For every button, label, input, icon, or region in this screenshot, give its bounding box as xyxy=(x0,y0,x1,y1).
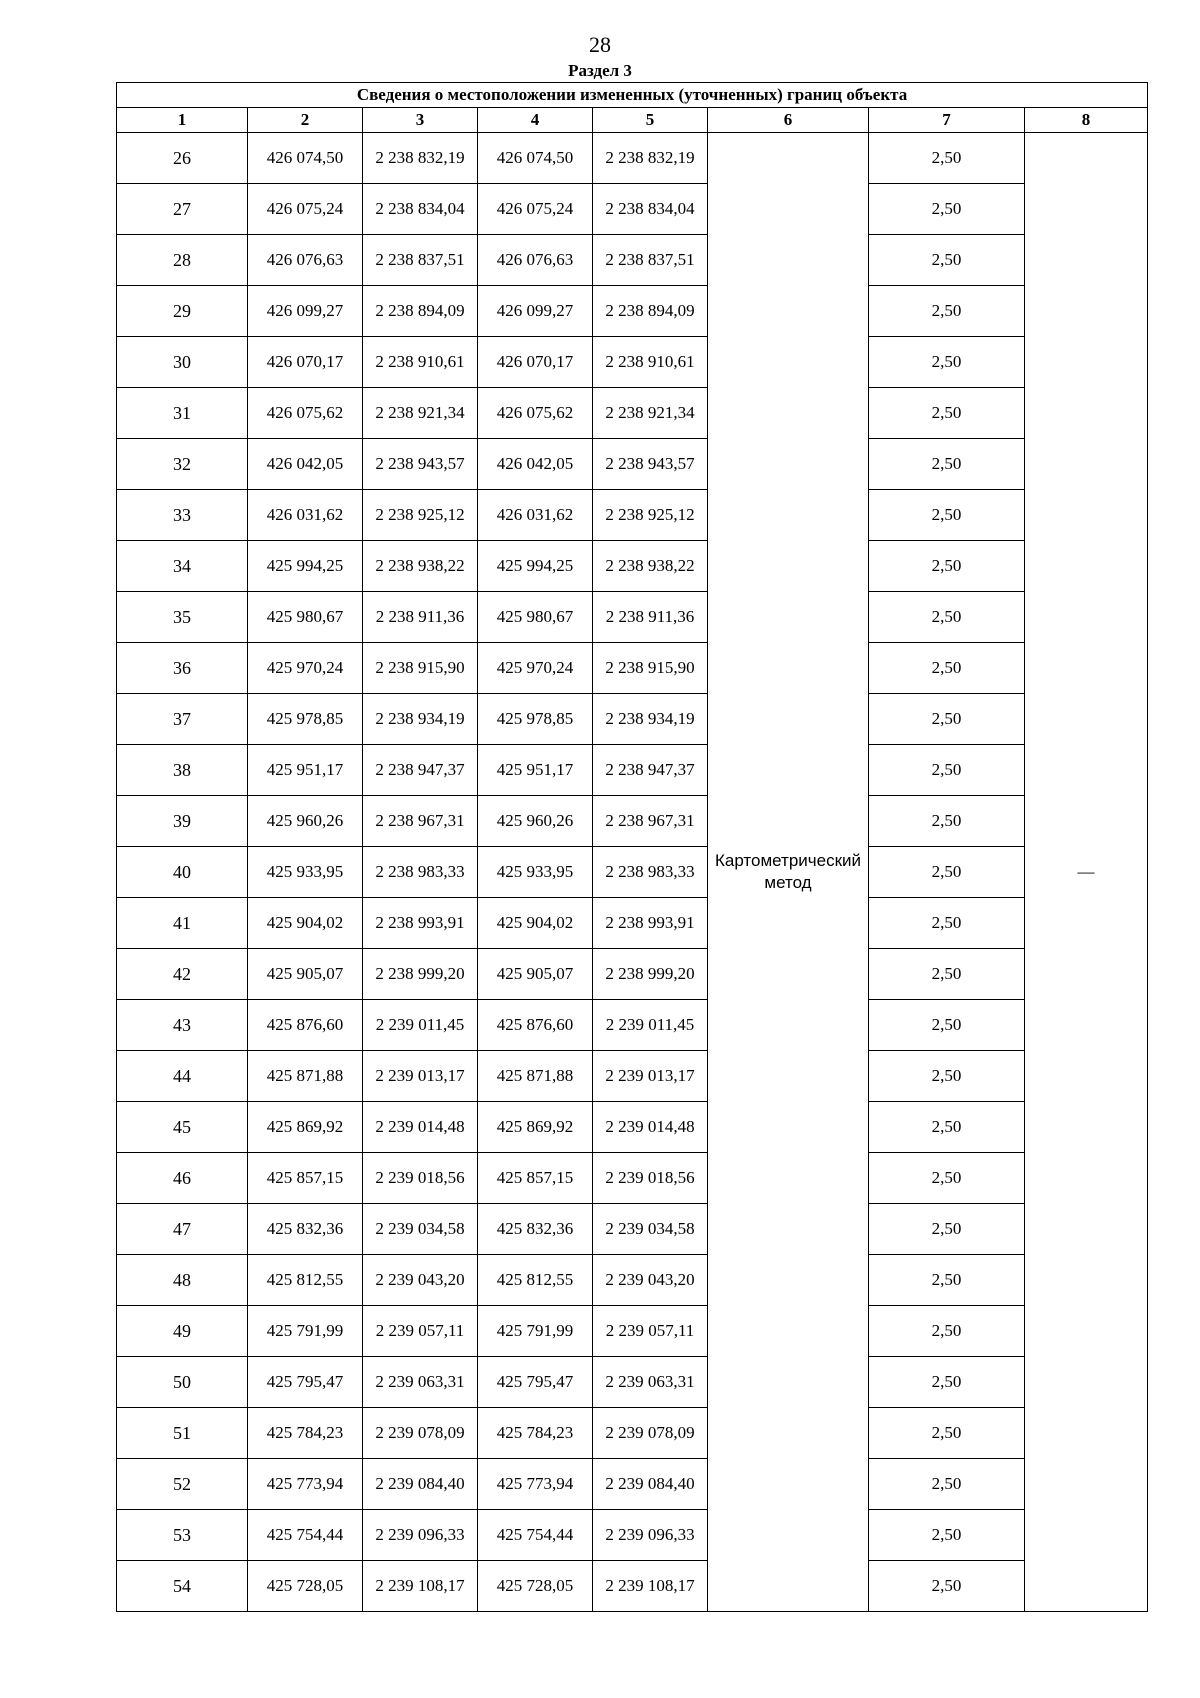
section-title: Раздел 3 xyxy=(568,61,632,80)
y-refined-cell: 2 238 967,31 xyxy=(593,796,708,847)
column-number: 8 xyxy=(1025,108,1148,133)
y-existing-cell: 2 239 018,56 xyxy=(363,1153,478,1204)
table-row xyxy=(117,1306,1148,1357)
accuracy-cell: 2,50 xyxy=(869,337,1025,388)
accuracy-cell: 2,50 xyxy=(869,286,1025,337)
x-existing-cell: 425 980,67 xyxy=(248,592,363,643)
accuracy-cell: 2,50 xyxy=(869,847,1025,898)
point-number-cell: 44 xyxy=(117,1051,248,1102)
x-existing-cell: 425 832,36 xyxy=(248,1204,363,1255)
accuracy-cell: 2,50 xyxy=(869,796,1025,847)
x-refined-cell: 426 070,17 xyxy=(478,337,593,388)
y-refined-cell: 2 239 014,48 xyxy=(593,1102,708,1153)
point-number-cell: 50 xyxy=(117,1357,248,1408)
point-number-cell: 51 xyxy=(117,1408,248,1459)
x-refined-cell: 426 075,62 xyxy=(478,388,593,439)
y-existing-cell: 2 238 947,37 xyxy=(363,745,478,796)
y-refined-cell: 2 238 938,22 xyxy=(593,541,708,592)
y-existing-cell: 2 238 832,19 xyxy=(363,133,478,184)
x-refined-cell: 425 795,47 xyxy=(478,1357,593,1408)
x-refined-cell: 425 960,26 xyxy=(478,796,593,847)
x-existing-cell: 425 905,07 xyxy=(248,949,363,1000)
accuracy-cell: 2,50 xyxy=(869,1255,1025,1306)
accuracy-cell: 2,50 xyxy=(869,1204,1025,1255)
x-refined-cell: 426 031,62 xyxy=(478,490,593,541)
point-number-cell: 35 xyxy=(117,592,248,643)
x-refined-cell: 425 832,36 xyxy=(478,1204,593,1255)
x-existing-cell: 425 960,26 xyxy=(248,796,363,847)
accuracy-cell: 2,50 xyxy=(869,1306,1025,1357)
y-existing-cell: 2 238 894,09 xyxy=(363,286,478,337)
table-row xyxy=(117,541,1148,592)
x-existing-cell: 425 784,23 xyxy=(248,1408,363,1459)
y-existing-cell: 2 239 096,33 xyxy=(363,1510,478,1561)
table-row xyxy=(117,694,1148,745)
point-number-cell: 54 xyxy=(117,1561,248,1612)
x-refined-cell: 425 791,99 xyxy=(478,1306,593,1357)
y-existing-cell: 2 238 837,51 xyxy=(363,235,478,286)
table-row xyxy=(117,592,1148,643)
accuracy-cell: 2,50 xyxy=(869,898,1025,949)
x-refined-cell: 425 812,55 xyxy=(478,1255,593,1306)
x-existing-cell: 425 871,88 xyxy=(248,1051,363,1102)
table-row xyxy=(117,1051,1148,1102)
x-existing-cell: 426 070,17 xyxy=(248,337,363,388)
column-numbers-row xyxy=(117,108,1148,133)
accuracy-cell: 2,50 xyxy=(869,388,1025,439)
coordinates-table xyxy=(116,82,1148,1612)
y-refined-cell: 2 239 078,09 xyxy=(593,1408,708,1459)
accuracy-cell: 2,50 xyxy=(869,541,1025,592)
point-number-cell: 34 xyxy=(117,541,248,592)
x-refined-cell: 425 857,15 xyxy=(478,1153,593,1204)
table-row xyxy=(117,1000,1148,1051)
y-refined-cell: 2 239 011,45 xyxy=(593,1000,708,1051)
point-number-cell: 39 xyxy=(117,796,248,847)
y-refined-cell: 2 239 096,33 xyxy=(593,1510,708,1561)
point-number-cell: 38 xyxy=(117,745,248,796)
y-existing-cell: 2 238 983,33 xyxy=(363,847,478,898)
x-refined-cell: 426 075,24 xyxy=(478,184,593,235)
y-existing-cell: 2 239 014,48 xyxy=(363,1102,478,1153)
y-refined-cell: 2 239 108,17 xyxy=(593,1561,708,1612)
y-existing-cell: 2 239 013,17 xyxy=(363,1051,478,1102)
x-existing-cell: 425 857,15 xyxy=(248,1153,363,1204)
table-row xyxy=(117,1102,1148,1153)
point-number-cell: 46 xyxy=(117,1153,248,1204)
y-existing-cell: 2 238 943,57 xyxy=(363,439,478,490)
x-existing-cell: 425 876,60 xyxy=(248,1000,363,1051)
y-refined-cell: 2 238 834,04 xyxy=(593,184,708,235)
method-cell: Картометрический метод xyxy=(708,133,869,1612)
point-number-cell: 43 xyxy=(117,1000,248,1051)
accuracy-cell: 2,50 xyxy=(869,1051,1025,1102)
table-row xyxy=(117,235,1148,286)
y-refined-cell: 2 238 910,61 xyxy=(593,337,708,388)
table-row xyxy=(117,133,1148,184)
table-row xyxy=(117,388,1148,439)
x-refined-cell: 425 905,07 xyxy=(478,949,593,1000)
x-refined-cell: 425 754,44 xyxy=(478,1510,593,1561)
x-refined-cell: 425 933,95 xyxy=(478,847,593,898)
x-refined-cell: 425 876,60 xyxy=(478,1000,593,1051)
point-number-cell: 48 xyxy=(117,1255,248,1306)
y-existing-cell: 2 238 921,34 xyxy=(363,388,478,439)
point-number-cell: 41 xyxy=(117,898,248,949)
point-number-cell: 47 xyxy=(117,1204,248,1255)
column-number: 6 xyxy=(708,108,869,133)
accuracy-cell: 2,50 xyxy=(869,1561,1025,1612)
y-refined-cell: 2 238 925,12 xyxy=(593,490,708,541)
table-row xyxy=(117,1204,1148,1255)
y-refined-cell: 2 238 983,33 xyxy=(593,847,708,898)
y-refined-cell: 2 239 057,11 xyxy=(593,1306,708,1357)
x-refined-cell: 425 869,92 xyxy=(478,1102,593,1153)
table-row xyxy=(117,1153,1148,1204)
point-number-cell: 49 xyxy=(117,1306,248,1357)
accuracy-cell: 2,50 xyxy=(869,1510,1025,1561)
y-existing-cell: 2 238 934,19 xyxy=(363,694,478,745)
table-row xyxy=(117,439,1148,490)
point-number-cell: 53 xyxy=(117,1510,248,1561)
column-number: 7 xyxy=(869,108,1025,133)
point-number-cell: 32 xyxy=(117,439,248,490)
table-row xyxy=(117,949,1148,1000)
y-refined-cell: 2 238 915,90 xyxy=(593,643,708,694)
accuracy-cell: 2,50 xyxy=(869,439,1025,490)
accuracy-cell: 2,50 xyxy=(869,1459,1025,1510)
y-existing-cell: 2 238 915,90 xyxy=(363,643,478,694)
x-existing-cell: 425 994,25 xyxy=(248,541,363,592)
column-number: 1 xyxy=(117,108,248,133)
y-existing-cell: 2 238 911,36 xyxy=(363,592,478,643)
point-number-cell: 33 xyxy=(117,490,248,541)
x-existing-cell: 425 970,24 xyxy=(248,643,363,694)
table-row xyxy=(117,490,1148,541)
y-refined-cell: 2 238 934,19 xyxy=(593,694,708,745)
y-existing-cell: 2 239 084,40 xyxy=(363,1459,478,1510)
accuracy-cell: 2,50 xyxy=(869,1408,1025,1459)
accuracy-cell: 2,50 xyxy=(869,694,1025,745)
y-existing-cell: 2 239 063,31 xyxy=(363,1357,478,1408)
point-number-cell: 31 xyxy=(117,388,248,439)
point-number-cell: 52 xyxy=(117,1459,248,1510)
point-number-cell: 45 xyxy=(117,1102,248,1153)
table-row xyxy=(117,1459,1148,1510)
table-row xyxy=(117,1255,1148,1306)
y-refined-cell: 2 238 837,51 xyxy=(593,235,708,286)
y-refined-cell: 2 238 999,20 xyxy=(593,949,708,1000)
x-refined-cell: 425 994,25 xyxy=(478,541,593,592)
x-existing-cell: 425 812,55 xyxy=(248,1255,363,1306)
table-row xyxy=(117,1357,1148,1408)
x-existing-cell: 425 754,44 xyxy=(248,1510,363,1561)
y-existing-cell: 2 238 938,22 xyxy=(363,541,478,592)
x-existing-cell: 426 076,63 xyxy=(248,235,363,286)
y-refined-cell: 2 239 013,17 xyxy=(593,1051,708,1102)
y-existing-cell: 2 239 057,11 xyxy=(363,1306,478,1357)
y-existing-cell: 2 239 034,58 xyxy=(363,1204,478,1255)
y-existing-cell: 2 239 078,09 xyxy=(363,1408,478,1459)
x-refined-cell: 426 042,05 xyxy=(478,439,593,490)
point-number-cell: 40 xyxy=(117,847,248,898)
column-number: 5 xyxy=(593,108,708,133)
x-refined-cell: 425 871,88 xyxy=(478,1051,593,1102)
x-refined-cell: 426 099,27 xyxy=(478,286,593,337)
point-number-cell: 30 xyxy=(117,337,248,388)
point-number-cell: 28 xyxy=(117,235,248,286)
table-row xyxy=(117,643,1148,694)
y-refined-cell: 2 238 894,09 xyxy=(593,286,708,337)
accuracy-cell: 2,50 xyxy=(869,490,1025,541)
x-refined-cell: 425 904,02 xyxy=(478,898,593,949)
accuracy-cell: 2,50 xyxy=(869,643,1025,694)
x-existing-cell: 425 773,94 xyxy=(248,1459,363,1510)
y-existing-cell: 2 238 967,31 xyxy=(363,796,478,847)
y-refined-cell: 2 238 947,37 xyxy=(593,745,708,796)
x-existing-cell: 426 075,62 xyxy=(248,388,363,439)
x-existing-cell: 426 042,05 xyxy=(248,439,363,490)
x-existing-cell: 426 074,50 xyxy=(248,133,363,184)
y-refined-cell: 2 238 993,91 xyxy=(593,898,708,949)
table-caption: Сведения о местоположении измененных (уточненных) границ объекта xyxy=(117,83,1148,108)
y-existing-cell: 2 238 999,20 xyxy=(363,949,478,1000)
y-refined-cell: 2 239 034,58 xyxy=(593,1204,708,1255)
x-existing-cell: 425 904,02 xyxy=(248,898,363,949)
column-number: 2 xyxy=(248,108,363,133)
y-existing-cell: 2 239 011,45 xyxy=(363,1000,478,1051)
table-row xyxy=(117,796,1148,847)
y-refined-cell: 2 239 084,40 xyxy=(593,1459,708,1510)
table-row xyxy=(117,1561,1148,1612)
accuracy-cell: 2,50 xyxy=(869,949,1025,1000)
x-existing-cell: 425 869,92 xyxy=(248,1102,363,1153)
y-existing-cell: 2 238 925,12 xyxy=(363,490,478,541)
y-refined-cell: 2 239 018,56 xyxy=(593,1153,708,1204)
x-existing-cell: 425 728,05 xyxy=(248,1561,363,1612)
x-existing-cell: 425 951,17 xyxy=(248,745,363,796)
point-number-cell: 42 xyxy=(117,949,248,1000)
point-number-cell: 26 xyxy=(117,133,248,184)
y-existing-cell: 2 238 910,61 xyxy=(363,337,478,388)
x-refined-cell: 425 728,05 xyxy=(478,1561,593,1612)
y-refined-cell: 2 238 921,34 xyxy=(593,388,708,439)
x-existing-cell: 425 795,47 xyxy=(248,1357,363,1408)
x-refined-cell: 425 970,24 xyxy=(478,643,593,694)
y-existing-cell: 2 238 993,91 xyxy=(363,898,478,949)
column-number: 4 xyxy=(478,108,593,133)
accuracy-cell: 2,50 xyxy=(869,1357,1025,1408)
accuracy-cell: 2,50 xyxy=(869,133,1025,184)
table-row xyxy=(117,745,1148,796)
point-number-cell: 27 xyxy=(117,184,248,235)
point-number-cell: 29 xyxy=(117,286,248,337)
x-refined-cell: 425 978,85 xyxy=(478,694,593,745)
y-existing-cell: 2 238 834,04 xyxy=(363,184,478,235)
table-row xyxy=(117,847,1148,898)
column-number: 3 xyxy=(363,108,478,133)
accuracy-cell: 2,50 xyxy=(869,1153,1025,1204)
y-refined-cell: 2 238 911,36 xyxy=(593,592,708,643)
accuracy-cell: 2,50 xyxy=(869,235,1025,286)
x-existing-cell: 426 099,27 xyxy=(248,286,363,337)
y-existing-cell: 2 239 108,17 xyxy=(363,1561,478,1612)
table-row xyxy=(117,337,1148,388)
accuracy-cell: 2,50 xyxy=(869,745,1025,796)
table-row xyxy=(117,286,1148,337)
table-row xyxy=(117,184,1148,235)
page-number: 28 xyxy=(589,32,611,57)
y-refined-cell: 2 239 063,31 xyxy=(593,1357,708,1408)
point-number-cell: 36 xyxy=(117,643,248,694)
table-row xyxy=(117,1408,1148,1459)
table-row xyxy=(117,898,1148,949)
x-existing-cell: 425 791,99 xyxy=(248,1306,363,1357)
table-row xyxy=(117,1510,1148,1561)
accuracy-cell: 2,50 xyxy=(869,1102,1025,1153)
x-existing-cell: 426 075,24 xyxy=(248,184,363,235)
x-existing-cell: 425 978,85 xyxy=(248,694,363,745)
x-refined-cell: 426 074,50 xyxy=(478,133,593,184)
x-refined-cell: 425 951,17 xyxy=(478,745,593,796)
point-number-cell: 37 xyxy=(117,694,248,745)
y-refined-cell: 2 238 943,57 xyxy=(593,439,708,490)
x-refined-cell: 426 076,63 xyxy=(478,235,593,286)
table-body xyxy=(117,133,1148,1612)
accuracy-cell: 2,50 xyxy=(869,592,1025,643)
y-existing-cell: 2 239 043,20 xyxy=(363,1255,478,1306)
y-refined-cell: 2 238 832,19 xyxy=(593,133,708,184)
x-existing-cell: 425 933,95 xyxy=(248,847,363,898)
x-refined-cell: 425 773,94 xyxy=(478,1459,593,1510)
x-refined-cell: 425 980,67 xyxy=(478,592,593,643)
accuracy-cell: 2,50 xyxy=(869,1000,1025,1051)
x-refined-cell: 425 784,23 xyxy=(478,1408,593,1459)
y-refined-cell: 2 239 043,20 xyxy=(593,1255,708,1306)
column8-cell: — xyxy=(1025,133,1148,1612)
x-existing-cell: 426 031,62 xyxy=(248,490,363,541)
accuracy-cell: 2,50 xyxy=(869,184,1025,235)
